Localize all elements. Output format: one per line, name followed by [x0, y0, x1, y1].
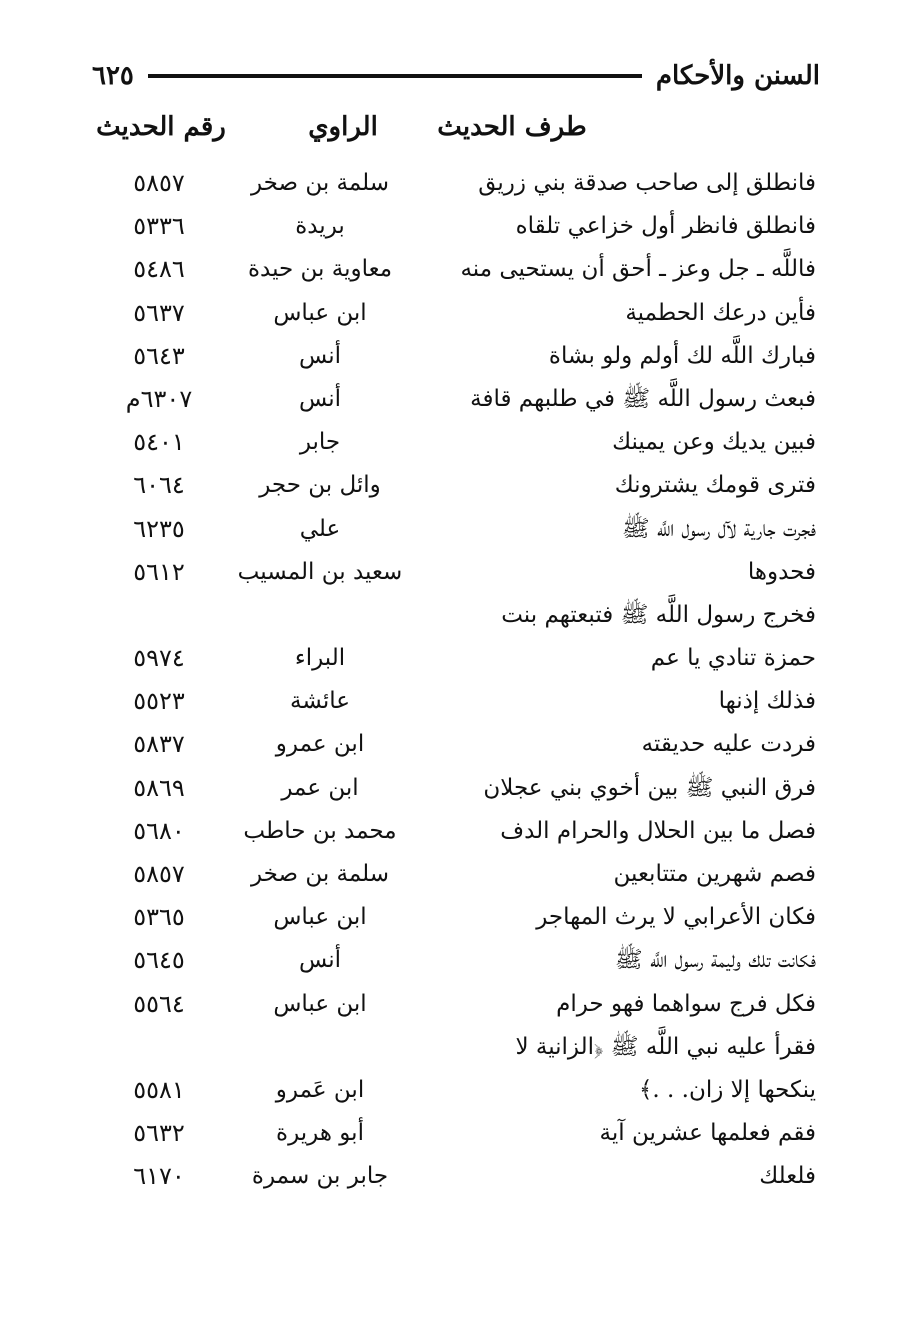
hadith-text: فقم فعلمها عشرين آية — [599, 1120, 816, 1147]
table-row — [0, 1112, 920, 1155]
hadith-number: ٥٨٦٩ — [133, 773, 185, 802]
hadith-number — [84, 1026, 234, 1069]
narrator: محمد بن حاطب — [243, 817, 397, 844]
hadith-text: فخرج رسول اللَّه ﷺ فتبعتهم بنت — [501, 601, 816, 628]
table-row — [0, 508, 920, 551]
header-rule — [148, 74, 642, 78]
hadith-index-table — [0, 162, 920, 1199]
hadith-text: فصم شهرين متتابعين — [613, 861, 816, 887]
table-row — [0, 983, 920, 1026]
hadith-number: ٦١٧٠ — [133, 1162, 185, 1191]
hadith-number: ٥٣٣٦ — [133, 212, 185, 241]
hadith-number: ٥٨٣٧ — [133, 730, 185, 759]
narrator: أنس — [298, 342, 342, 369]
hadith-text: فردت عليه حديقته — [641, 731, 816, 758]
narrator — [226, 594, 414, 637]
hadith-text: فرق النبي ﷺ بين أخوي بني عجلان — [483, 774, 816, 801]
narrator: وائل بن حجر — [259, 472, 381, 499]
narrator: ابن عباس — [273, 299, 367, 326]
table-row — [0, 939, 920, 982]
narrator: بريدة — [295, 213, 345, 240]
hadith-number: ٥٦٣٧ — [133, 298, 185, 327]
table-row — [0, 853, 920, 896]
narrator: أبو هريرة — [276, 1120, 364, 1147]
table-row — [0, 1069, 920, 1112]
hadith-number: ٥٨٥٧ — [133, 860, 185, 888]
hadith-text: فصل ما بين الحلال والحرام الدف — [500, 817, 816, 844]
table-row — [0, 637, 920, 680]
table-row — [0, 551, 920, 594]
hadith-number: ٦٠٦٤ — [133, 471, 185, 500]
narrator: سعيد بن المسيب — [237, 558, 403, 585]
narrator: معاوية بن حيدة — [247, 256, 393, 283]
hadith-number: ٥٤٨٦ — [133, 255, 185, 284]
hadith-text: فقرأ عليه نبي اللَّه ﷺ ﴿الزانية لا — [515, 1033, 816, 1060]
hadith-text: فحدوها — [747, 558, 816, 585]
hadith-text: فبارك اللَّه لك أولم ولو بشاة — [548, 342, 816, 369]
hadith-number: ٥٥٢٣ — [133, 687, 185, 716]
narrator: سلمة بن صخر — [250, 170, 390, 196]
table-row — [0, 767, 920, 810]
table-row — [0, 162, 920, 205]
hadith-number: ٥٦١٢ — [133, 557, 185, 586]
hadith-text: فترى قومك يشترونك — [614, 472, 816, 499]
hadith-number — [84, 594, 234, 637]
table-row — [0, 1155, 920, 1198]
hadith-number: ٥٦٤٥ — [133, 946, 185, 975]
running-title: السنن والأحكام — [655, 61, 820, 91]
hadith-number: ٥٥٦٤ — [133, 989, 185, 1018]
table-row — [0, 205, 920, 248]
hadith-number: ٥٥٨١ — [133, 1075, 185, 1104]
narrator: جابر — [299, 429, 341, 456]
hadith-text: فبعث رسول اللَّه ﷺ في طلبهم قافة — [470, 385, 816, 412]
hadith-text: فلعلك — [759, 1163, 816, 1190]
table-row — [0, 378, 920, 421]
hadith-text: حمزة تنادي يا عم — [650, 645, 816, 672]
hadith-number: ٦٢٣٥ — [133, 514, 185, 543]
table-row — [0, 421, 920, 464]
column-headers — [0, 112, 920, 158]
table-row — [0, 248, 920, 291]
hadith-number: ٥٩٧٤ — [133, 644, 185, 673]
hadith-number: ٥٦٤٣ — [133, 341, 185, 370]
hadith-number: ٦٣٠٧م — [125, 384, 193, 413]
hadith-text: فانطلق إلى صاحب صدقة بني زريق — [478, 170, 816, 196]
table-row — [0, 464, 920, 507]
narrator: ابن عَمرو — [275, 1076, 365, 1103]
hadith-number: ٥٨٥٧ — [133, 169, 185, 197]
narrator: ابن عمرو — [275, 731, 365, 758]
hadith-number: ٥٦٣٢ — [133, 1119, 185, 1148]
narrator: سلمة بن صخر — [250, 861, 390, 887]
narrator: البراء — [294, 645, 346, 672]
hadith-text: فأين درعك الحطمية — [625, 299, 816, 326]
hadith-text: فبين يديك وعن يمينك — [612, 429, 816, 456]
page-number: ٦٢٥ — [92, 61, 134, 91]
table-row — [0, 594, 920, 637]
hadith-text: ينكحها إلا زان. . .﴾ — [638, 1076, 816, 1103]
table-row — [0, 896, 920, 939]
column-header-narrator: الراوي — [308, 112, 378, 142]
narrator: علي — [299, 515, 341, 542]
narrator: ابن عباس — [273, 904, 367, 931]
column-header-hadith-number: رقم الحديث — [96, 112, 226, 142]
hadith-text: فجرت جارية لآل رسول اللَّه ﷺ — [621, 515, 816, 542]
hadith-text: فاللَّه ـ جل وعز ـ أحق أن يستحيى منه — [460, 256, 816, 283]
hadith-text: فكانت تلك وليمة رسول اللَّه ﷺ — [614, 947, 816, 974]
narrator: أنس — [298, 385, 342, 412]
hadith-number: ٥٣٦٥ — [133, 903, 185, 932]
hadith-text: فكان الأعرابي لا يرث المهاجر — [536, 904, 816, 931]
narrator: أنس — [298, 947, 342, 974]
hadith-number: ٥٦٨٠ — [133, 816, 185, 845]
hadith-text: فذلك إذنها — [718, 688, 816, 715]
narrator — [226, 1026, 414, 1069]
hadith-text: فكل فرج سواهما فهو حرام — [556, 990, 816, 1017]
narrator: جابر بن سمرة — [251, 1163, 389, 1190]
running-head — [92, 56, 820, 96]
column-header-hadith-text: طرف الحديث — [437, 112, 587, 142]
table-row — [0, 1026, 920, 1069]
table-row — [0, 292, 920, 335]
table-row — [0, 810, 920, 853]
hadith-text: فانطلق فانظر أول خزاعي تلقاه — [515, 213, 816, 240]
narrator: عائشة — [290, 688, 350, 715]
table-row — [0, 335, 920, 378]
table-row — [0, 723, 920, 766]
table-row — [0, 680, 920, 723]
narrator: ابن عباس — [273, 990, 367, 1017]
narrator: ابن عمر — [281, 774, 359, 801]
hadith-number: ٥٤٠١ — [133, 428, 185, 457]
